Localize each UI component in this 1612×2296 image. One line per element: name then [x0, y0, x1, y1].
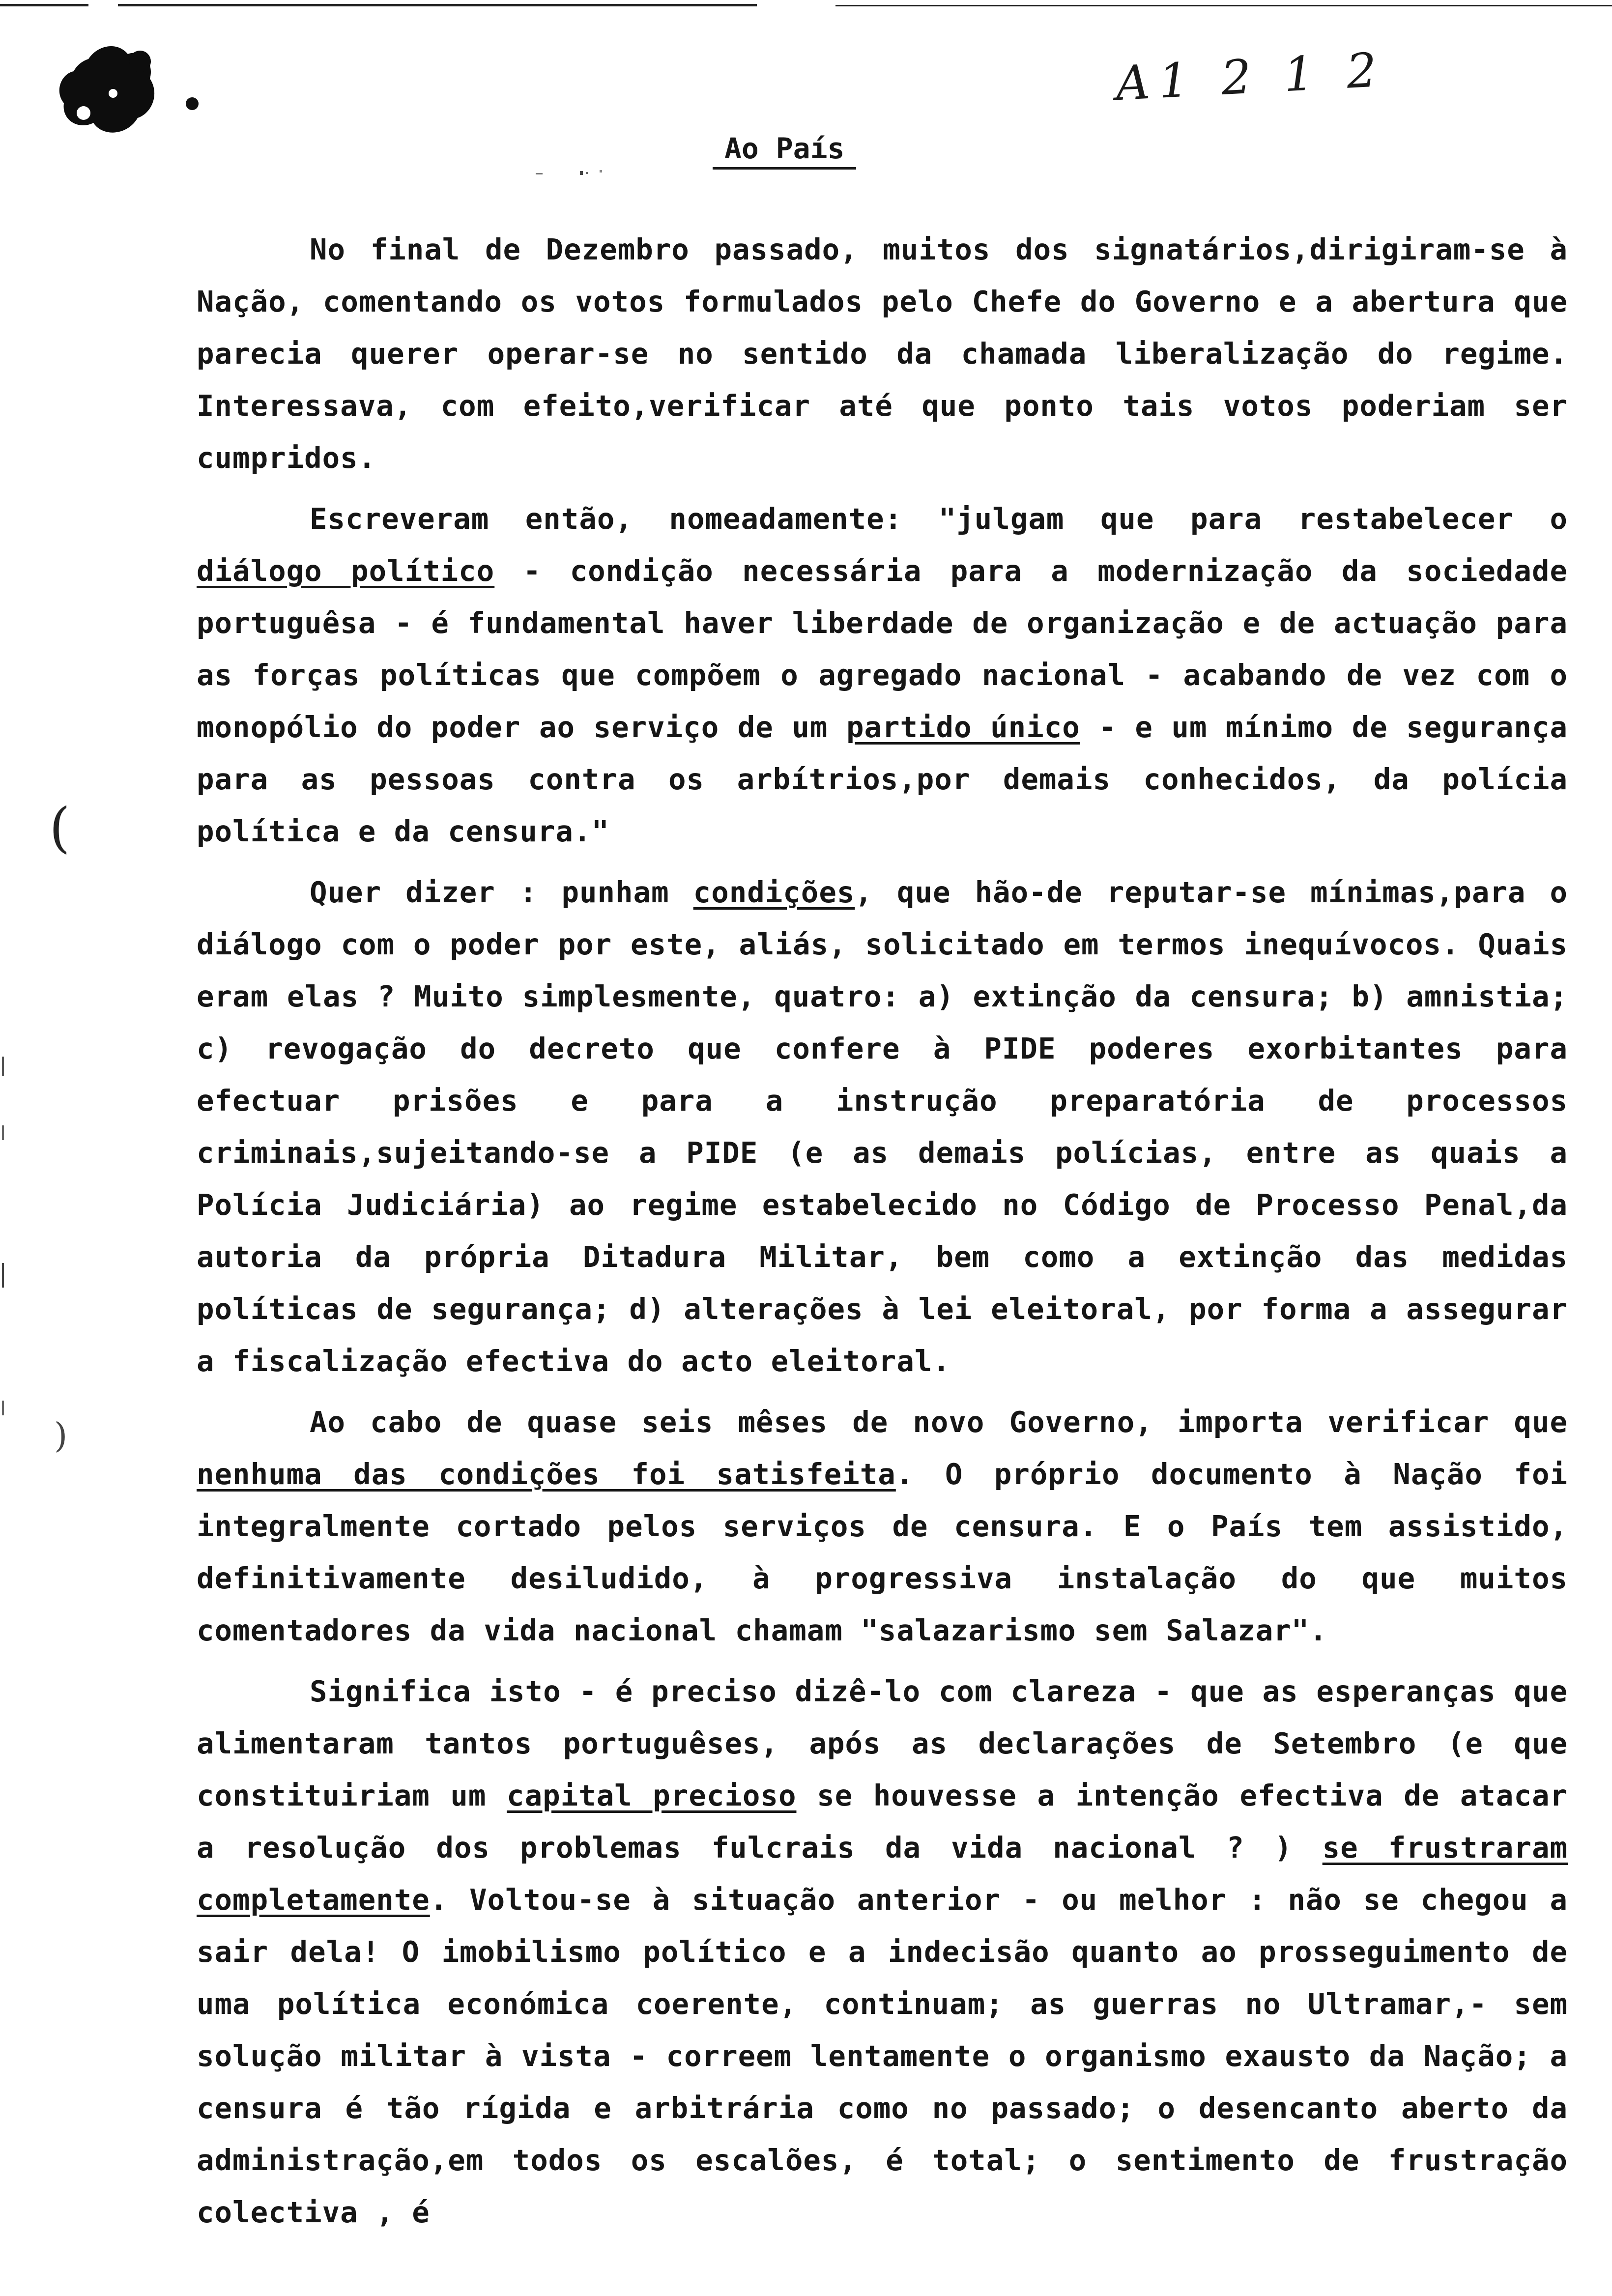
- underlined-phrase: diálogo político: [197, 554, 495, 588]
- ink-dot: [186, 97, 199, 110]
- paragraph: [197, 1396, 1568, 1657]
- text-segment: . Voltou-se à situação anterior - ou melhor : não se chegou a sair dela! O imobilismo político e a indecisão quanto ao prosseguimento de uma política económica coerente, continuam; as guerras no Ultramar,- sem solução militar à vista - correem lentamente o organismo exausto da Nação; a censura é tão rígida e arbitrária como no passado; o desencanto aberto da administração,em todos os escalões, é total; o sentimento de frustração colectiva , é: [197, 1883, 1568, 2229]
- text-segment: Significa isto - é preciso dizê-lo com clareza - que as esperanças que alimentaram tantos portuguêses, após as declarações de Setembro (e que constituiriam um: [197, 1674, 1568, 1812]
- top-edge-rule-left: [0, 4, 88, 6]
- underlined-phrase: partido único: [846, 710, 1080, 744]
- text-segment: - e um mínimo de segurança para as pessoas contra os arbítrios,por demais conhecidos, da polícia política e da censura.": [197, 710, 1568, 848]
- text-segment: Escreveram então, nomeadamente: "julgam que para restabelecer o: [310, 502, 1568, 536]
- underlined-phrase: capital precioso: [507, 1779, 797, 1812]
- text-segment: Quer dizer : punham: [310, 875, 693, 909]
- margin-bracket-close: ): [54, 1415, 68, 1456]
- underlined-phrase: condições: [693, 875, 855, 909]
- text-segment: , que hão-de reputar-se mínimas,para o diálogo com o poder por este, aliás, solicitado em termos inequívocos. Quais eram elas ? Muito simplesmente, quatro: a) extinção da censura; b) amnistia; c) revogação do decreto que confere à PIDE poderes exorbitantes para efectuar prisões e para a instrução preparatória de processos criminais,sujeitando-se a PIDE (e as demais polícias, entre as quais a Polícia Judiciária) ao regime estabelecido no Código de Processo Penal,da autoria da própria Ditadura Militar, bem como a extinção das medidas políticas de segurança; d) alterações à lei eleitoral, por forma a assegurar a fiscalização efectiva do acto eleitoral.: [197, 875, 1568, 1378]
- noise-specks: [531, 167, 619, 179]
- paragraph: [197, 493, 1568, 858]
- margin-bracket-open: (: [49, 796, 70, 859]
- page-title: Ao País: [713, 132, 856, 170]
- top-edge-rule-right: [835, 5, 1612, 6]
- underlined-phrase: se frustraram completamente: [197, 1831, 1568, 1917]
- underlined-phrase: nenhuma das condições foi satisfeita: [197, 1457, 896, 1491]
- text-segment: . O próprio documento à Nação foi integralmente cortado pelos serviços de censura. E o País tem assistido, definitivamente desiludido, à progressiva instalação do que muitos comentadores da vida nacional chamam "salazarismo sem Salazar".: [197, 1457, 1568, 1647]
- ink-blot-icon: [54, 39, 162, 138]
- text-segment: No final de Dezembro passado, muitos dos signatários,dirigiram-se à Nação, comentando os votos formulados pelo Chefe do Governo e a abertura que parecia querer operar-se no sentido da chamada liberalização do regime. Interessava, com efeito,verificar até que ponto tais votos poderiam ser cumpridos.: [197, 232, 1568, 475]
- handwritten-document-number: A1 2 1 2: [1114, 42, 1387, 112]
- paragraph: [197, 866, 1568, 1387]
- document-body: [197, 224, 1568, 2247]
- left-edge-ticks: [0, 1057, 10, 2236]
- text-segment: - condição necessária para a modernização da sociedade portuguêsa - é fundamental haver liberdade de organização e de actuação para as forças políticas que compõem o agregado nacional - acabando de vez com o monopólio do poder ao serviço de um: [197, 554, 1568, 744]
- paragraph: [197, 224, 1568, 484]
- paragraph: [197, 1665, 1568, 2239]
- text-segment: Ao cabo de quase seis mêses de novo Governo, importa verificar que: [310, 1405, 1568, 1439]
- text-segment: se houvesse a intenção efectiva de atacar a resolução dos problemas fulcrais da vida nacional ? ): [197, 1779, 1568, 1865]
- top-edge-rule-mid: [118, 4, 757, 6]
